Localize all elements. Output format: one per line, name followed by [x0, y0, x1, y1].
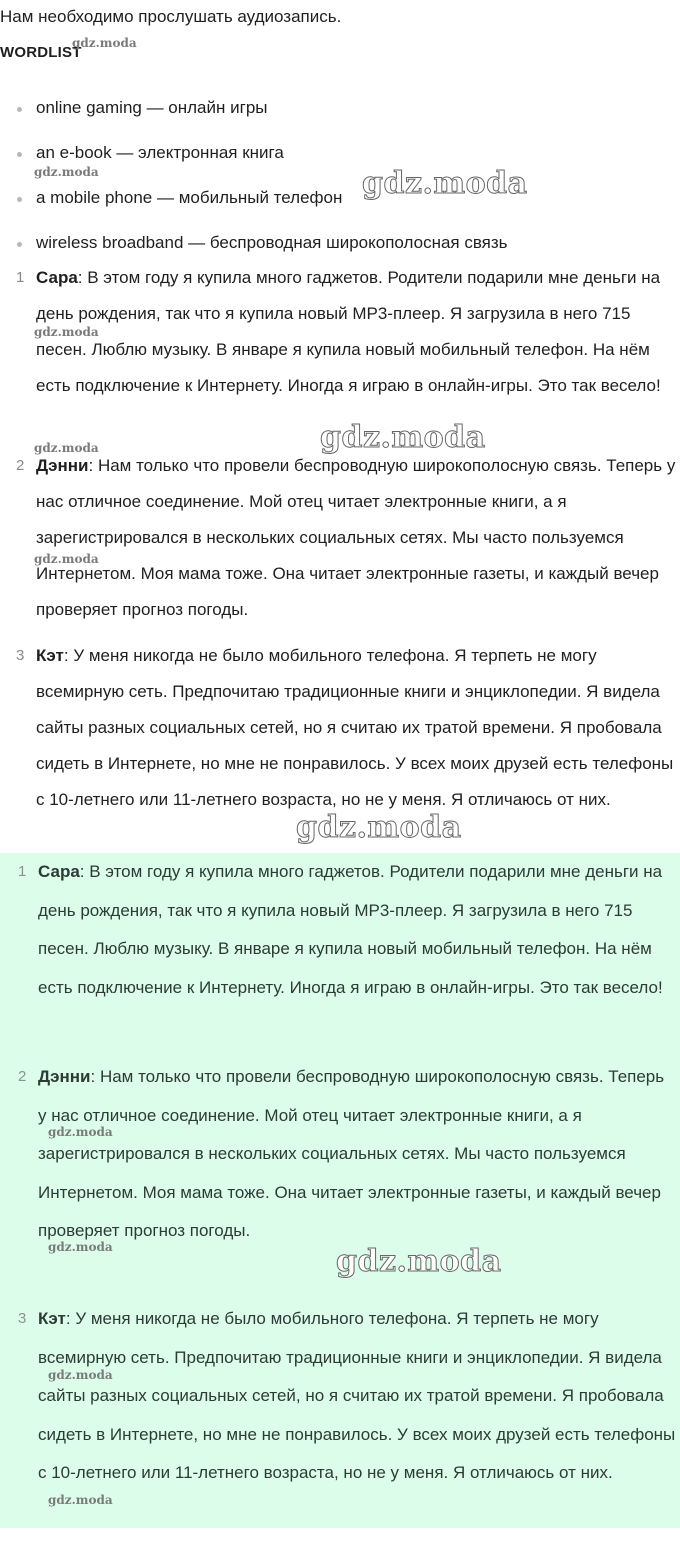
paragraph-text: : В этом году я купила много гаджетов. Родители подарили мне деньги на день рождения, так что я купила новый MP3-плеер. Я загрузила в него 715 песен. Люблю музыку. В январе я купила новый мобильный телефон. На нём есть подключение к Интернету. Иногда я играю в онлайн-игры. Это так весело!: [38, 862, 663, 997]
wordlist-title: WORDLIST: [0, 44, 82, 61]
text-paragraph: [0, 260, 680, 404]
paragraph-number: 1: [18, 863, 27, 880]
watermark: gdz.moda: [34, 325, 99, 339]
paragraph-text: : Нам только что провели беспроводную широкополосную связь. Теперь у нас отличное соединение. Мой отец читает электронные книги, а я зарегистрировался в нескольких социальных сетях. Мы часто пользуемся Интернетом. Моя мама тоже. Она читает электронные газеты, и каждый вечер проверяет прогноз погоды.: [38, 1067, 665, 1240]
speaker-name: Сара: [38, 862, 80, 881]
speaker-name: Дэнни: [38, 1067, 91, 1086]
watermark: gdz.moda: [296, 810, 462, 845]
bullet-icon: [17, 242, 22, 247]
watermark: gdz.moda: [48, 1493, 113, 1507]
bullet-icon: [17, 197, 22, 202]
watermark: gdz.moda: [72, 36, 137, 50]
paragraph-number: 1: [16, 269, 25, 286]
wordlist-item: [0, 135, 680, 180]
wordlist-item-text: online gaming — онлайн игры: [36, 98, 268, 117]
paragraph-text: : В этом году я купила много гаджетов. Родители подарили мне деньги на день рождения, так что я купила новый MP3-плеер. Я загрузила в него 715 песен. Люблю музыку. В январе я купила новый мобильный телефон. На нём есть подключение к Интернету. Иногда я играю в онлайн-игры. Это так весело!: [36, 268, 661, 395]
watermark: gdz.moda: [320, 420, 486, 455]
wordlist-item: [0, 90, 680, 135]
wordlist: [0, 90, 680, 270]
watermark: gdz.moda: [48, 1368, 113, 1382]
paragraph-number: 3: [16, 647, 25, 664]
watermark: gdz.moda: [362, 166, 528, 201]
answer-paragraph: [0, 853, 680, 1007]
paragraph-text: : У меня никогда не было мобильного телефона. Я терпеть не могу всемирную сеть. Предпочитаю традиционные книги и энциклопедии. Я видела сайты разных социальных сетей, но я считаю их тратой времени. Я пробовала сидеть в Интернете, но мне не понравилось. У всех моих друзей есть телефоны с 10-летнего или 11-летнего возраста, но не у меня. Я отличаюсь от них.: [38, 1309, 676, 1482]
watermark: gdz.moda: [34, 552, 99, 566]
wordlist-item-text: a mobile phone — мобильный телефон: [36, 188, 343, 207]
watermark: gdz.moda: [336, 1244, 502, 1279]
paragraph-text: : Нам только что провели беспроводную широкополосную связь. Теперь у нас отличное соединение. Мой отец читает электронные книги, а я зарегистрировался в нескольких социальных сетях. Мы часто пользуемся Интернетом. Моя мама тоже. Она читает электронные газеты, и каждый вечер проверяет прогноз погоды.: [36, 456, 676, 619]
intro-text: Нам необходимо прослушать аудиозапись.: [0, 7, 342, 26]
paragraph-number: 2: [18, 1068, 27, 1085]
answer-paragraph: [0, 1300, 680, 1493]
speaker-name: Кэт: [38, 1309, 66, 1328]
answer-paragraph: [0, 1058, 680, 1251]
wordlist-item: [0, 180, 680, 225]
wordlist-item-text: an e-book — электронная книга: [36, 143, 284, 162]
paragraph-text: : У меня никогда не было мобильного телефона. Я терпеть не могу всемирную сеть. Предпочитаю традиционные книги и энциклопедии. Я видела сайты разных социальных сетей, но я считаю их тратой времени. Я пробовала сидеть в Интернете, но мне не понравилось. У всех моих друзей есть телефоны с 10-летнего или 11-летнего возраста, но не у меня. Я отличаюсь от них.: [36, 646, 674, 809]
speaker-name: Сара: [36, 268, 78, 287]
speaker-name: Кэт: [36, 646, 64, 665]
watermark: gdz.moda: [34, 165, 99, 179]
text-paragraph: [0, 448, 680, 628]
watermark: gdz.moda: [48, 1240, 113, 1254]
paragraph-number: 2: [16, 457, 25, 474]
paragraph-number: 3: [18, 1310, 27, 1327]
bullet-icon: [17, 107, 22, 112]
watermark: gdz.moda: [48, 1125, 113, 1139]
watermark: gdz.moda: [34, 441, 99, 455]
speaker-name: Дэнни: [36, 456, 89, 475]
bullet-icon: [17, 152, 22, 157]
text-paragraph: [0, 638, 680, 818]
wordlist-item-text: wireless broadband — беспроводная широкополосная связь: [36, 233, 508, 252]
